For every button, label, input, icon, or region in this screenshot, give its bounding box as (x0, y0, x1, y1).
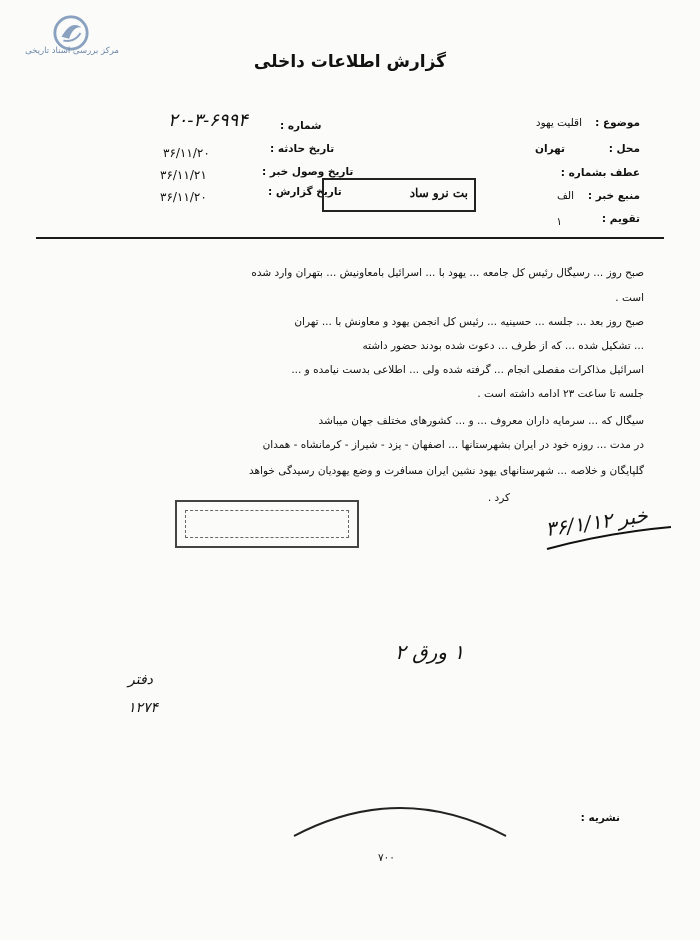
handwritten-note: ۱ ورق ۲ (395, 640, 465, 664)
rating-label: تقویم : (601, 213, 640, 225)
classification-stamp (322, 178, 476, 212)
rating-value: ۱ (556, 216, 562, 228)
body-line: ... تشکیل شده ... که از طرف ... دعوت شده بودند حضور داشته (362, 340, 644, 352)
report-date-label: تاریخ گزارش : (268, 186, 342, 198)
body-line: سیگال که ... سرمایه داران معروف ... و ... کشورهای مختلف جهان میباشد (318, 415, 644, 427)
number-label: شماره : (280, 120, 322, 132)
receipt-date-label: تاریخ وصول خبر : (262, 166, 354, 178)
receipt-date-value: ۳۶/۱۱/۲۱ (160, 168, 207, 182)
number-value: ۲۰-۳-۶۹۹۴ (168, 110, 248, 131)
archive-label: دفتر (128, 672, 153, 688)
distribution-label: نشریه : (580, 812, 620, 824)
body-line: گلپایگان و خلاصه ... شهرستانهای یهود نشین ایران مسافرت و وضع یهودیان رسیدگی خواهد (248, 465, 644, 477)
decorative-arc (290, 790, 510, 840)
document-title: گزارش اطلاعات داخلی (253, 52, 447, 72)
handwritten-signature: خبر ۳۶/۱/۱۲ (543, 502, 650, 542)
body-line: صبح روز ... رسیگال رئیس کل جامعه ... یهود با ... اسرائیل بامعاونیش ... بتهران وارد شده (251, 267, 644, 279)
body-line: جلسه تا ساعت ۲۳ ادامه داشته است . (477, 388, 644, 400)
subject-value: اقلیت یهود (535, 117, 582, 129)
body-line: کرد . (487, 492, 510, 504)
office-stamp-inner (185, 510, 349, 538)
watermark-text: مرکز بررسی اسناد تاریخی (25, 46, 119, 56)
signature-underline (545, 525, 675, 555)
reference-label: عطف بشماره : (560, 167, 640, 179)
report-date-value: ۳۶/۱۱/۲۰ (160, 190, 207, 204)
page-marker: ۷۰۰ (378, 852, 395, 864)
stamp-text: بت نرو ساد (409, 186, 468, 200)
header-divider (36, 237, 664, 239)
place-label: محل : (608, 143, 640, 155)
body-line: صبح روز بعد ... جلسه ... حسینیه ... رئیس کل انجمن یهود و معاونش با ... تهران (294, 316, 644, 328)
source-value: الف (557, 190, 574, 202)
subject-label: موضوع : (595, 117, 640, 129)
place-value: تهران (535, 143, 565, 155)
body-line: در مدت ... روزه خود در ایران بشهرستانها ... اصفهان - یزد - شیراز - کرمانشاه - همدان (262, 439, 644, 451)
office-stamp (175, 500, 359, 548)
body-line: است . (615, 292, 644, 304)
source-label: منبع خبر : (587, 190, 640, 202)
event-date-value: ۳۶/۱۱/۲۰ (163, 146, 210, 160)
event-date-label: تاریخ حادثه : (270, 143, 335, 155)
body-line: اسرائیل مذاکرات مفصلی انجام ... گرفته شده ولی ... اطلاعی بدست نیامده و ... (291, 364, 644, 376)
archive-mark: ۱۲۷۴ (128, 700, 159, 716)
